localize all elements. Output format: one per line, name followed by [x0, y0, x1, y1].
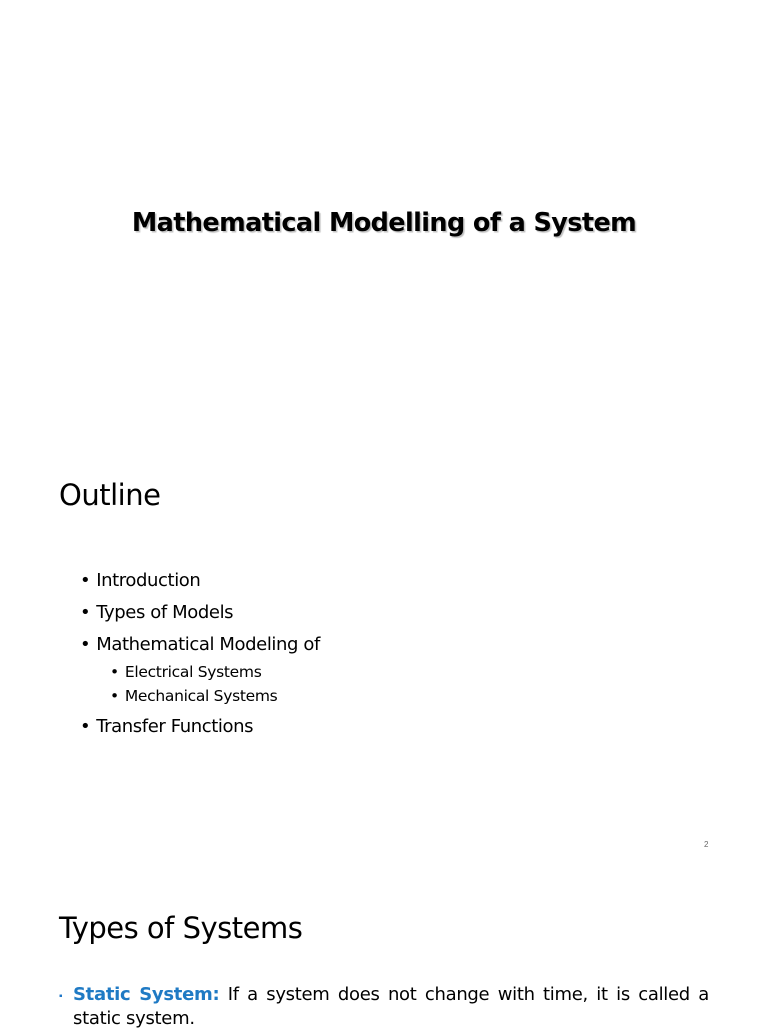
- list-item-label: Mathematical Modeling of: [96, 634, 320, 655]
- static-system-text: If a system does not change with time, it is called a static system.: [73, 984, 710, 1029]
- page-number: 2: [704, 840, 709, 849]
- types-heading: Types of Systems: [59, 911, 303, 945]
- list-item: [80, 716, 253, 737]
- bullet-icon: •: [110, 663, 119, 681]
- sub-list-item: [110, 663, 262, 681]
- bullet-icon: •: [80, 570, 91, 591]
- list-item-label: Types of Models: [96, 602, 234, 623]
- slide-title: Mathematical Modelling of a System: [131, 208, 637, 238]
- list-item-label: Transfer Functions: [96, 716, 254, 737]
- outline-heading: Outline: [59, 478, 161, 512]
- list-item: [80, 570, 200, 591]
- sub-list-item: [110, 687, 277, 705]
- list-item-label: Introduction: [96, 570, 201, 591]
- bullet-icon: •: [80, 716, 91, 737]
- bullet-icon: •: [80, 602, 91, 623]
- sub-list-item-label: Electrical Systems: [124, 663, 262, 681]
- sub-list-item-label: Mechanical Systems: [124, 687, 278, 705]
- bullet-marker-icon: ▪: [59, 991, 63, 1002]
- static-system-term: Static System:: [73, 984, 220, 1005]
- bullet-icon: •: [80, 634, 91, 655]
- list-item: [80, 634, 320, 655]
- bullet-icon: •: [110, 687, 119, 705]
- list-item: [80, 602, 233, 623]
